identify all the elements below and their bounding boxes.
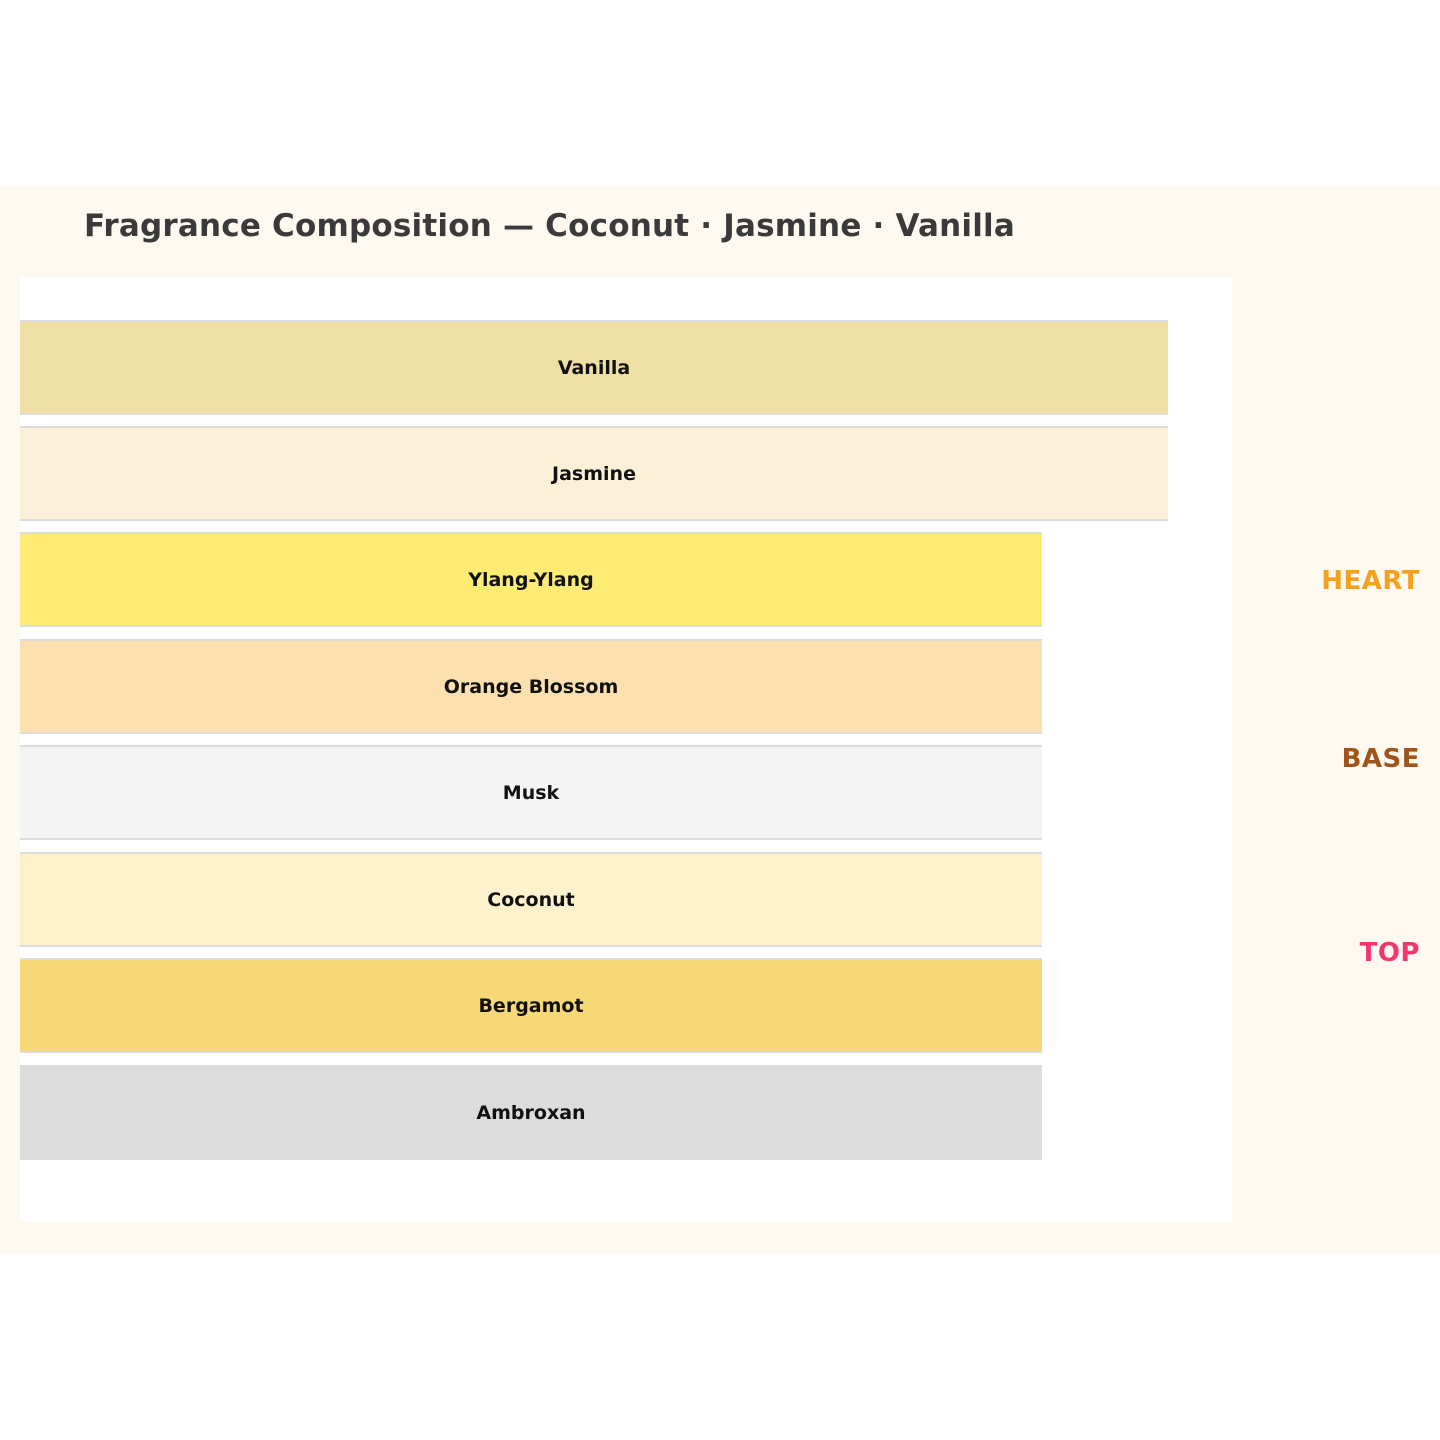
bar-label: Ambroxan xyxy=(476,1101,586,1124)
table-row xyxy=(20,639,1042,734)
group-annotation-label: HEART xyxy=(1321,566,1420,596)
table-row xyxy=(20,1065,1042,1160)
table-row xyxy=(20,852,1042,947)
group-annotation-top xyxy=(1180,938,1420,968)
group-annotation-base xyxy=(1180,744,1420,774)
table-row xyxy=(20,532,1042,627)
bar-label: Jasmine xyxy=(552,462,636,485)
bar-label: Orange Blossom xyxy=(443,675,619,698)
bar-label: Ylang-Ylang xyxy=(468,568,594,591)
bar-label: Musk xyxy=(502,781,560,804)
table-row xyxy=(20,426,1168,521)
bar-label: Vanilla xyxy=(557,356,631,379)
bar-label: Coconut xyxy=(487,888,575,911)
page-title: Fragrance Composition — Coconut · Jasmine · Vanilla xyxy=(84,208,1015,244)
bar-label: Bergamot xyxy=(478,994,584,1017)
table-row xyxy=(20,958,1042,1053)
group-annotation-heart xyxy=(1180,566,1420,596)
group-annotation-label: BASE xyxy=(1341,744,1420,774)
group-annotation-label: TOP xyxy=(1359,938,1420,968)
table-row xyxy=(20,320,1168,415)
table-row xyxy=(20,745,1042,840)
